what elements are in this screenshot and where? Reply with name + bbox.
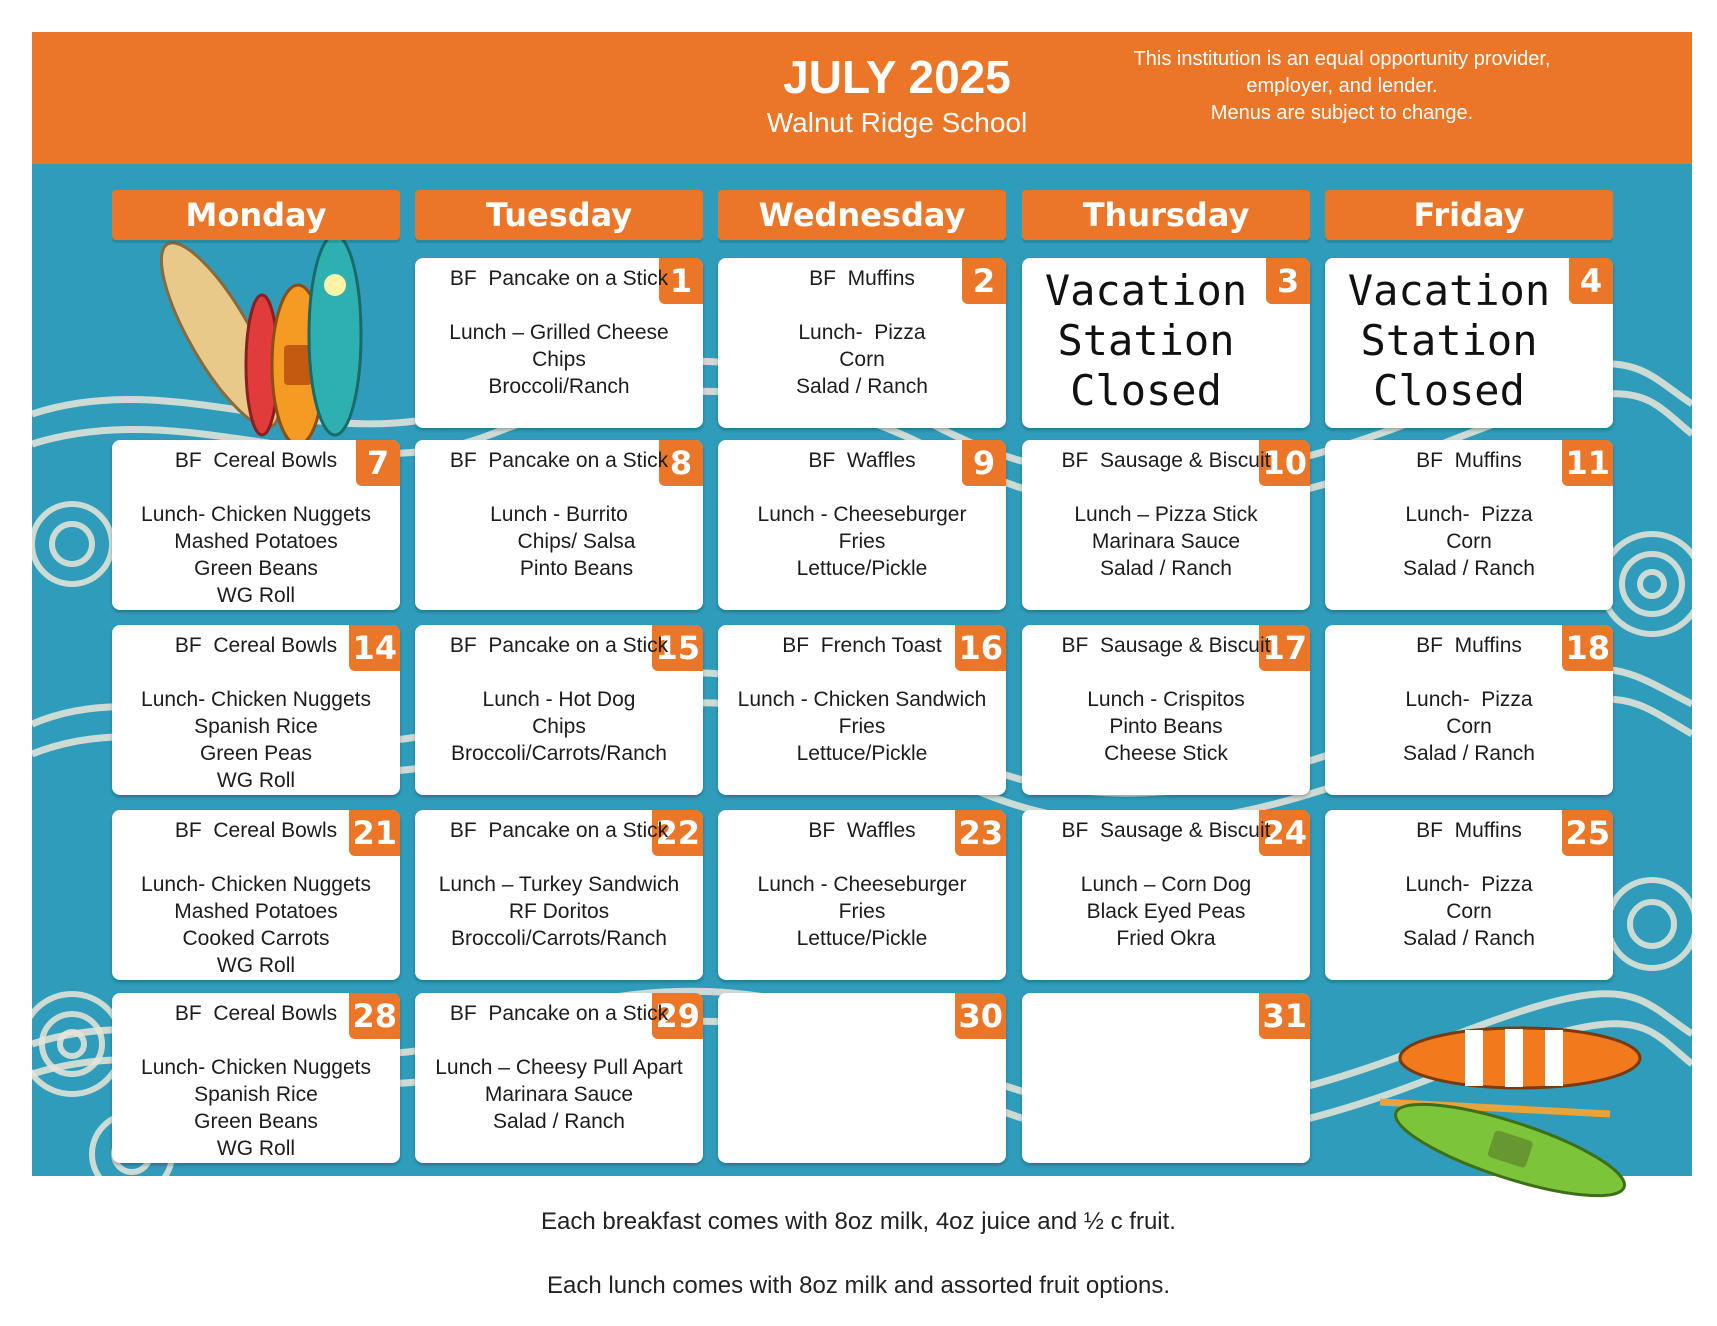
lunch-text: Lunch – Pizza Stick Marinara Sauce Salad / Ranch [1074,503,1258,580]
day-cell [1325,258,1613,428]
day-number: 30 [955,993,1006,1039]
lunch-text: Lunch - Hot Dog Chips Broccoli/Carrots/Ranch [451,688,667,765]
day-number: 14 [349,625,400,671]
breakfast-text: BF Waffles [808,449,916,472]
breakfast-text: BF Muffins [1416,819,1522,842]
weekday-friday: Friday [1325,190,1613,240]
lunch-text: Lunch- Pizza Corn Salad / Ranch [796,321,928,398]
day-cell [415,993,703,1163]
header-banner [32,32,1692,164]
day-cell [718,625,1006,795]
day-cell [1022,625,1310,795]
weekday-thursday: Thursday [1022,190,1310,240]
day-number: 2 [962,258,1006,304]
lunch-text: Lunch - Burrito Chips/ Salsa Pinto Beans [490,503,636,580]
breakfast-text: BF Pancake on a Stick [449,449,669,472]
day-cell [1325,625,1613,795]
lunch-text: Lunch- Pizza Corn Salad / Ranch [1403,688,1535,765]
day-number: 4 [1569,258,1613,304]
breakfast-text: BF Muffins [1416,449,1522,472]
breakfast-text: BF Cereal Bowls [174,1002,338,1025]
weekday-tuesday: Tuesday [415,190,703,240]
day-cell [1022,810,1310,980]
breakfast-text: BF Muffins [1416,634,1522,657]
breakfast-text: BF Pancake on a Stick [449,1002,669,1025]
day-cell [415,440,703,610]
breakfast-text: BF Waffles [808,819,916,842]
lunch-text: Lunch- Chicken Nuggets Mashed Potatoes Green Beans WG Roll [141,503,371,607]
lunch-text: Lunch- Pizza Corn Salad / Ranch [1403,503,1535,580]
day-number: 28 [349,993,400,1039]
day-number: 18 [1562,625,1613,671]
day-cell [1325,440,1613,610]
day-number: 23 [955,810,1006,856]
day-number: 16 [955,625,1006,671]
day-cell [718,258,1006,428]
day-number: 7 [356,440,400,486]
breakfast-text: BF French Toast [782,634,942,657]
day-cell [415,810,703,980]
day-number: 8 [659,440,703,486]
day-number: 17 [1259,625,1310,671]
footer-lunch-note: Each lunch comes with 8oz milk and assorted fruit options. [547,1272,1170,1299]
lunch-text: Lunch- Chicken Nuggets Spanish Rice Green Peas WG Roll [141,688,371,792]
day-number: 10 [1259,440,1310,486]
breakfast-text: BF Sausage & Biscuit [1061,819,1271,842]
day-cell [718,810,1006,980]
footer-breakfast-note: Each breakfast comes with 8oz milk, 4oz juice and ½ c fruit. [541,1208,1176,1235]
day-number: 29 [652,993,703,1039]
lunch-text: Lunch - Crispitos Pinto Beans Cheese Stick [1087,688,1245,765]
day-cell [112,440,400,610]
day-cell [1022,440,1310,610]
weekday-wednesday: Wednesday [718,190,1006,240]
day-number: 25 [1562,810,1613,856]
school-name: Walnut Ridge School [766,107,1028,138]
day-cell [415,258,703,428]
closed-notice: Vacation Station Closed [1044,266,1248,415]
day-cell [718,440,1006,610]
day-number: 11 [1562,440,1613,486]
breakfast-text: BF Cereal Bowls [174,634,338,657]
day-cell [112,810,400,980]
breakfast-text: BF Pancake on a Stick [449,819,669,842]
lunch-text: Lunch - Chicken Sandwich Fries Lettuce/Pickle [737,688,987,765]
lunch-text: Lunch- Pizza Corn Salad / Ranch [1403,873,1535,950]
notice-line: This institution is an equal opportunity provider, [1133,48,1551,70]
notice-line: Menus are subject to change. [1210,102,1474,124]
notice-line: employer, and lender. [1246,75,1438,97]
day-number: 24 [1259,810,1310,856]
day-number: 9 [962,440,1006,486]
breakfast-text: BF Cereal Bowls [174,449,338,472]
lunch-text: Lunch – Corn Dog Black Eyed Peas Fried Okra [1080,873,1252,950]
surfboards-bottom-illustration [1370,1010,1670,1210]
day-cell [1325,810,1613,980]
lunch-text: Lunch – Grilled Cheese Chips Broccoli/Ranch [449,321,669,398]
surfboards-illustration [130,225,380,445]
lunch-text: Lunch - Cheeseburger Fries Lettuce/Pickle [757,873,967,950]
day-cell [112,625,400,795]
closed-notice: Vacation Station Closed [1347,266,1551,415]
notice-text [1082,46,1602,127]
day-number: 1 [659,258,703,304]
lunch-text: Lunch- Chicken Nuggets Spanish Rice Green Beans WG Roll [141,1056,371,1160]
breakfast-text: BF Muffins [809,267,915,290]
breakfast-text: BF Sausage & Biscuit [1061,634,1271,657]
lunch-text: Lunch - Cheeseburger Fries Lettuce/Pickle [757,503,967,580]
breakfast-text: BF Cereal Bowls [174,819,338,842]
day-cell [112,993,400,1163]
page-title: JULY 2025 [783,51,1011,103]
breakfast-text: BF Sausage & Biscuit [1061,449,1271,472]
weekday-monday: Monday [112,190,400,240]
day-number: 31 [1259,993,1310,1039]
day-cell [718,993,1006,1163]
day-cell [1022,993,1310,1163]
day-number: 3 [1266,258,1310,304]
breakfast-text: BF Pancake on a Stick [449,267,669,290]
day-cell [415,625,703,795]
lunch-text: Lunch- Chicken Nuggets Mashed Potatoes Cooked Carrots WG Roll [141,873,371,977]
day-number: 21 [349,810,400,856]
lunch-text: Lunch – Turkey Sandwich RF Doritos Broccoli/Carrots/Ranch [438,873,680,950]
day-number: 22 [652,810,703,856]
day-cell [1022,258,1310,428]
breakfast-text: BF Pancake on a Stick [449,634,669,657]
lunch-text: Lunch – Cheesy Pull Apart Marinara Sauce Salad / Ranch [435,1056,683,1133]
day-number: 15 [652,625,703,671]
